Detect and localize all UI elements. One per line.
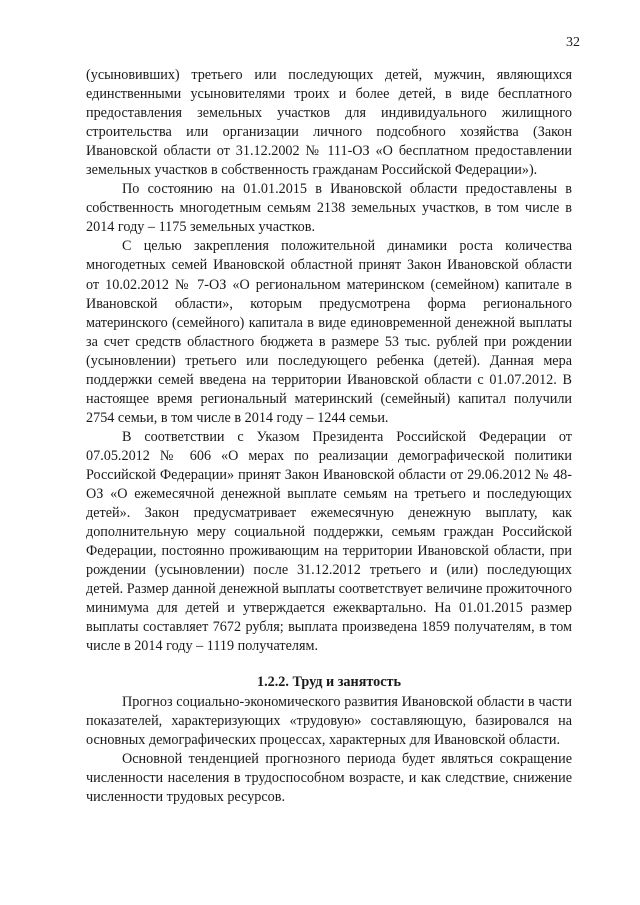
paragraph-labor-forecast: Прогноз социально-экономического развития Ивановской области в части показателей, характеризующих «трудовую» составляющую, базировался на основных демографических процессах, характерных для Ивановской области. xyxy=(86,693,572,748)
document-body xyxy=(86,66,572,807)
paragraph-continuation: (усыновивших) третьего или последующих детей, мужчин, являющихся единственными усыновителями троих и более детей, в виде бесплатного предоставления земельных участков для индивидуального жилищного строительства или организации личного подсобного хозяйства (Закон Ивановской области от 31.12.2002 № 111-ОЗ «О бесплатном предоставлении земельных участков в собственность гражданам Российской Федерации»). xyxy=(86,67,572,179)
paragraph-land-plots: По состоянию на 01.01.2015 в Ивановской области предоставлены в собственность многодетным семьям 2138 земельных участков, в том числе в 2014 году – 1175 земельных участков. xyxy=(86,181,572,236)
paragraph-monthly-payment: В соответствии с Указом Президента Российской Федерации от 07.05.2012 № 606 «О мерах по реализации демографической политики Российской Федерации» принят Закон Ивановской области от 29.06.2012 № 48-ОЗ «О ежемесячной денежной выплате семьям на третьего и последующих детей». Закон предусматривает ежемесячную денежную выплату, как дополнительную меру социальной поддержки, семьям граждан Российской Федерации, постоянно проживающим на территории Ивановской области, при рождении (усыновлении) после 31.12.2012 третьего и (или) последующих детей. Размер данной денежной выплаты соответствует величине прожиточного минимума для детей и утверждается ежеквартально. На 01.01.2015 размер выплаты составляет 7672 рубля; выплата произведена 1859 получателям, в том числе в 2014 году – 1119 получателям. xyxy=(86,428,572,655)
page-number: 32 xyxy=(566,35,580,50)
paragraph-maternity-capital: С целью закрепления положительной динамики роста количества многодетных семей Ивановской областной принят Закон Ивановской области от 10.02.2012 № 7-ОЗ «О региональном материнском (семейном) капитале в Ивановской области», которым предусмотрена форма регионального материнского (семейного) капитала в виде единовременной денежной выплаты за счет средств областного бюджета в размере 53 тыс. рублей при рождении (усыновлении) третьего или последующего ребенка (детей). Данная мера поддержки семей введена на территории Ивановской области с 01.07.2012. В настоящее время региональный материнский (семейный) капитал получили 2754 семьи, в том числе в 2014 году – 1244 семьи. xyxy=(86,238,572,426)
section-heading: 1.2.2. Труд и занятость xyxy=(256,674,402,691)
paragraph-labor-trend: Основной тенденцией прогнозного периода будет являться сокращение численности населения в трудоспособном возрасте, и как следствие, снижение численности трудовых ресурсов. xyxy=(86,750,572,805)
